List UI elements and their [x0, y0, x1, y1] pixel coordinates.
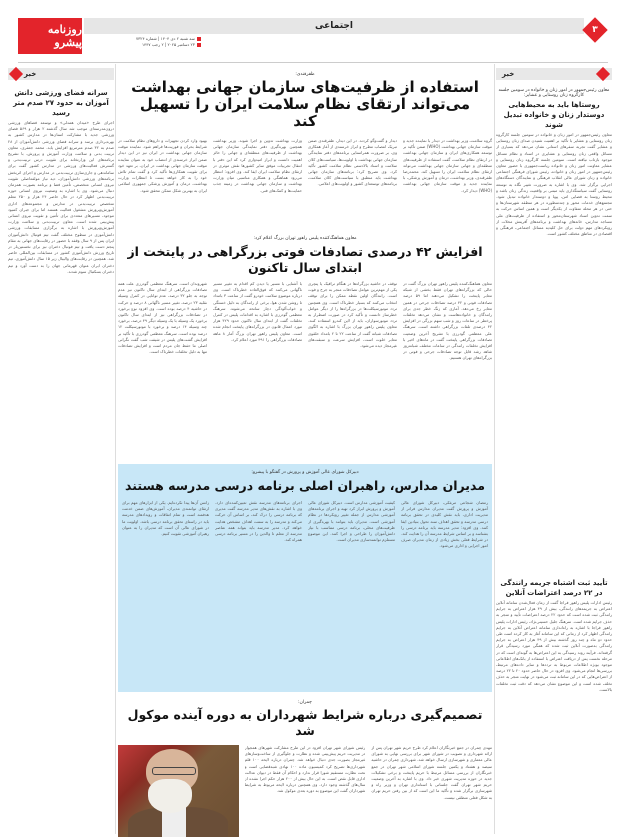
fourth-title[interactable]: تصمیم‌گیری درباره شرایط شهرداران به دوره آینده موکول شد	[127, 707, 483, 738]
page-number: ۳	[592, 25, 598, 35]
lead-kicker: ظفرقندی:	[295, 72, 315, 77]
left-news-column	[8, 64, 114, 834]
third-body	[122, 500, 488, 680]
date-line-2: ۲۳ دسامبر ۲۰۲۵ | ۲ رجب ۱۴۴۷	[141, 42, 195, 47]
third-title[interactable]: مدیران مدارس، راهبران اصلی برنامه درسی مدرسه هستند	[125, 478, 485, 493]
lead-title[interactable]: استفاده از ظرفیت‌های سازمان جهانی بهداشت می‌تواند ارتقای نظام سلامت ایران را تسهیل کند	[131, 78, 479, 130]
second-kicker: معاون هماهنگ‌کننده پلیس راهور تهران بزرگ اعلام کرد:	[253, 236, 357, 241]
second-title[interactable]: افزایش ۴۲ درصدی تصادفات فوتی بزرگراهی در پایتخت از ابتدای سال تاکنون	[127, 244, 483, 275]
right-article-title[interactable]: روستاها باید به محیط‌هایی دوستدار زنان و خانواده تبدیل شوند	[503, 101, 605, 129]
right-article-body: معاون رئیس‌جمهور در امور زنان و خانواده در سومین جلسه کارگروه زنان روستایی و عشایر با تأکید بر اهمیت شنیدن صدای زنان روستایی و عشایر گفت تجربه سفرهای استانی نشان می‌دهد که بسیاری از مسائل واقعی زنان روستایی و عشایری در اسناد و نظام مسائل موجود بازتاب نیافته است. سومین جلسه کارگروه زنان روستایی و عشایر معاونت امور زنان و خانواده ریاست‌جمهوری با حضور معاون رئیس‌جمهور در امور زنان و خانواده، رئیس شورای فرهنگی اجتماعی خانواده و زنان شورای عالی انقلاب فرهنگی و نمایندگان دستگاه‌های اجرایی برگزار شد. وی با اشاره به ضرورت تغییر نگاه به توسعه روستایی گفت سیاستگذاری باید مبتنی بر واقعیت زندگی زنان باشد و محیط روستا به فضایی امن، پویا و دوستدار خانواده تبدیل شود. مجتمع‌های خدمات محور و چندمنظوره در هر منطقه شهرستان‌ها و حتی در هر محله متفاوت از یکدیگر است و همین اساس حرکت به سمت تدوین اسناد شهرستان‌محور و استفاده از ظرفیت‌های ملی مساجد مدارس، خانه‌های بهداشت و برنامه‌های آفرینش محلات از رویکردهای مهم دولت برای حل کلیدیه مسائل اجتماعی، فرهنگی و اقتصادی در مناطق مختلف کشور است.	[496, 132, 612, 237]
second-body-col: توقف در حاشیه بزرگراه‌ها در هنگام ترافیک یا پنچری یکی از مهم‌ترین عوامل تصادفات منجر به جرح و فوت است. رانندگان اولین نقطه ممکن را برای توقف انتخاب می‌کنند که بسیار خطرناک است. وی همچنین تردد موتورسیکلت‌ها در بزرگراه‌ها را از دیگر عوامل خطرساز دانست و تأکید کرد در صورت اضطرار به تردد موتورسواران، باید از لاین کندرو استفاده کنند. معاون پلیس راهور تهران بزرگ با اشاره به الگوی تصادفات شبانه گفت از ساعت ۲۲ تا ۲ بامداد حلقوی معابر خلوت است، افزایش سرعت و سبقت‌های غیرمجاز دیده می‌شود.	[308, 281, 397, 349]
third-body-col: کیفیت آموزشی مدارس است. دبیرکل شورای عالی آموزش و پرورش ابراز کرد تهیه و اجرای برنامه‌های آموزشی مدارس از جمله تغییر رویکردها در نظام آموزشی است. مدیران باید بتوانند با بهره‌گیری از ظرفیت‌های محلی، برنامه درسی متناسب با نیاز دانش‌آموزان را طراحی و اجرا کنند. این موضوع مستلزم توانمندسازی مدیران است.	[308, 500, 395, 543]
fourth-article	[118, 700, 492, 837]
lead-body-col: گروه سلامت‌ـ وزیر بهداشت در دیدار با نماینده جدید و موقت سازمان جهانی بهداشت (WHO) ضمن تأکید بر توسعه همکاری‌های ایران و سازمان جهانی بهداشت در ارتقای نظام سلامت، گفت استفاده از ظرفیت‌های منطقه‌ای و جهانی سازمان جهانی بهداشت می‌تواند ارتقای نظام سلامت ایران را تسهیل کند. محمدرضا ظفرقندی، وزیر بهداشت، درمان و آموزش پزشکی، با نماینده جدید و موقت سازمان جهانی بهداشت (WHO) دیدار کرد.	[403, 138, 492, 193]
third-kicker: دبیرکل شورای عالی آموزش و پرورش در گفتگو با پیشرو:	[251, 470, 359, 475]
news-label-bar	[8, 68, 114, 80]
column-divider	[494, 64, 495, 834]
second-body-col: شهروندان است. سرهنگ معظمی گودرزی علت همه تصادفات بزرگراهی از ابتدای سال تاکنون نیز عدم توجه به جلو ۳۲ درصد، عدم توانایی در کنترل وسیله نقلیه ۲۳ درصد، تغییر مسیر ناگهانی ۸ درصد و حرکت در حاشیه ۴ درصد بوده است. وی افزود نوع برخورد در تصادفات بزرگراهی نیز از ابتدای سال تاکنون برخورد یک وسیله با یک وسیله دیگر ۴۹ درصد، برخورد چند وسیله ۱۴ درصد و برخورد با موتورسیکلت ۱۲ درصد بوده است. سرهنگ معظمی گودرزی با تأکید بر افزایش گشت‌های پلیس در شیفت شب گفت نگرانی اصلی ما حفظ جان مردم است و افزایش تصادفات تنها به دلیل تخلفات خطرناک است.	[118, 281, 207, 355]
fourth-kicker: چمران:	[298, 700, 312, 705]
date-line-1: سه شنبه ۲ دی ۱۴۰۴ | شماره ۷۳۲۴	[136, 36, 195, 41]
section-title: اجتماعی	[84, 18, 584, 34]
right-second-body: رئیس ادارات پلیس راهور فراجا گفت از زمان فعال‌شدن سامانه آنلاین اعتراض به جریمه‌های رانندگی، بیش از ۴۹ هزار اعتراض به جرایم رانندگی ثبت شده است که حدود ۲۲ درصد اعتراضات تأیید و منجر به حذف جرایم شده است. سرهنگ جلیل حسینی‌نژاد، رئیس ادارات پلیس راهور فراجا با اشاره به راه‌اندازی سامانه اعتراض آنلاین به جرایم رانندگی اظهار کرد از زمانی که این سامانه آغاز به کار کرده است طی حدود دو ماه و چند روز گذشته بیش از ۴۹ هزار اعتراض به جرایم رانندگی به‌صورت آنلاین ثبت شده که همگی مورد رسیدگی قرار گرفته‌اند. فرآیند روند رسیدگی به این اعتراض‌ها به گونه‌ای است که در مرحله نخست پس از دریافت اعتراض با استفاده از بانک‌های اطلاعاتی موجود بویژه اطلاعات مربوط به تردد‌ها و سایر داده‌های مرتبط، بررسی‌ها انجام می‌شود. وی افزود در حال حاضر حدود ۲۰ تا ۲۲ درصد از اعتراض‌هایی که در این سامانه ثبت می‌شود در نهایت منجر به حذف تخلف شده است و این موضوع نشان می‌دهد که دقت ثبت تخلفات بالاست.	[496, 600, 612, 692]
news-label: خبر	[24, 70, 37, 78]
third-body-col: رمضان شجاعی مرغکی، دبیرکل شورای عالی آموزش و پرورش گفت مدیران مدارس فراتر از مدیریت اداری، باید نقش کلیدی در تحقق برنامه درسی مدرسه و تحقق اهداف سند تحول بنیادین ایفا کنند. وی افزود: مدیر مدرسه باید برنامه درسی را بشناسد و بر اساس شرایط مدرسه آن را هدایت کند. در شرایط فعلی بخش زیادی از زمان مدیران صرف امور اجرایی و اداری می‌شود.	[401, 500, 488, 549]
fourth-body-col: مهدی چمران در جمع خبرنگاران اعلام کرد طرح حریم شهر تهران پس از ارائه شهرداری و تصویب در شورای شهر برای بررسی نهایی به شورای عالی معماری و شهرسازی ارسال خواهد شد. شهرداری چمران در حاشیه سیصد و هشتاد و یکمین جلسه شورای اسلامی شهر تهران در جمع خبرنگاران از بررسی مسائل مرتبط با حریم پایتخت و برخی تشکیلات جدید در حوزه مدیریت شهری خبر داد. وی با اشاره به آخرین وضعیت حریم شهر تهران گفت جلساتی با استانداری تهران و وزیر راه و شهرسازی برگزار شده و تأکید ما این است که از بین رفتن حریم تهران به شکل فعلی منطقی نیست.	[371, 745, 492, 800]
fourth-body	[118, 745, 492, 837]
third-article	[118, 464, 492, 692]
lead-article	[118, 72, 492, 232]
header-divider	[18, 62, 608, 63]
portrait-photo	[118, 745, 239, 837]
red-diamond-icon	[9, 67, 23, 81]
news-label-bar	[496, 68, 612, 80]
news-label: خبر	[502, 70, 515, 78]
bullet-square-icon	[197, 37, 201, 41]
issue-dates	[136, 36, 201, 48]
newspaper-logo[interactable]: روزنامه پیشرو	[18, 18, 82, 54]
lead-body	[118, 138, 492, 234]
lead-body-col: دیدار و گفت‌وگو کردند. در این دیدار، ظفرقندی ضمن تبریک انتصاب مطرح و ابراز خرسندی از آغاز همکاری وی، بر ضرورت همراستایی برنامه‌های دفتر نمایندگی سازمان جهانی بهداشت با اولویت‌ها، سیاست‌های کلان سلامت و اسناد بالادستی نظام سلامت کشور تأکید کرد. وی تصریح کرد: برنامه‌های سازمان جهانی بهداشت باید منطبق با سیاست‌های کلان سلامت، برنامه‌های توسعه‌ای کشور و اولویت‌های اعلامی.	[308, 138, 397, 187]
right-second-title[interactable]: تأیید ثبت اشتباه جریمه رانندگی در ۲۲ درصد اعتراضات آنلاین	[500, 579, 608, 597]
masthead	[18, 18, 608, 54]
second-body-col: معاون هماهنگ‌کننده پلیس راهور تهران بزرگ گفت در حالی که بزرگراه‌های تهران فقط بخشی از شبکه معابر پایتخت را تشکیل می‌دهند اما ۵۹ درصد تصادفات فوتی و ۴۲ درصد تصادفات جرحی در همین معابر رخ می‌دهد. آماری که زنگ خطر جدی برای رانندگان و خانواده‌هاست و نشان می‌دهد تخلفات پرخطر در ساعات روز و شب سهم بزرگی در افزایش ۴۲ درصدی تلفات بزرگراهی داشته است. سرهنگ علی معظمی گودرزی با تشریح آخرین وضعیت تصادفات بزرگراهی پایتخت گفت در ماه‌های اخیر با افزایش تخلفات رانندگی در ساعات مختلف شبانه‌روز شاهد رشد قابل توجه تصادفات جرحی و فوتی در بزرگراه‌های تهران هستیم.	[403, 281, 492, 361]
lead-body-col: وزارت بهداشت تدوین و اجرا شوند. وزیر بهداشت همچنین بهره‌گیری دفتر نمایندگی سازمان جهانی بهداشت از ظرفیت‌های منطقه‌ای و جهانی را حائز اهمیت دانست و ابراز امیدواری کرد که این دفتر با انتقال تجربیات موفق سایر کشورها نقش موثری در ارتقای نظام سلامت ایران ایفا کند. وی افزود: انتظار می‌رود هماهنگی و همکاری مناسبی میان وزارت بهداشت و سازمان جهانی بهداشت در زمینه جذب حمایت‌ها و کمک‌های فنی.	[213, 138, 302, 193]
fourth-body-col: رئیس شورای شهر تهران افزود در این طرح مشارکت شهرهای همجوار در مدیریت حریم پیش‌بینی شده و نظارت و جلوگیری از ساخت‌وسازهای غیرمجاز بصورت جدی دنبال خواهد شد. چمران درباره لایحه ۱۰۰ قلم شهرداری‌ها تصریح کرد کمیسیون ماده ۱۰۰ نهادی شبه‌قضایی است و تحت نظارت مستقیم شورا قرار ندارد و احکام آن فقط در دیوان عدالت اداری قابل نقض است. به این حال بیش از ۲۰۰ هزار حکم اجرا نشده از سال‌های گذشته وجود دارد. وی همچنین درباره لایحه مربوط به شرایط شهرداران گفت این موضوع به دوره بعدی موکول شد.	[244, 745, 366, 794]
second-body	[118, 281, 492, 471]
third-body-col: زانس آن‌ها پیدا نکرده‌ایم. یکی از ابزارهای مهم برای ارتقای توانمندی مدیران، آموزش‌های ضمن خدمت هدفمند است و تمام اتفاقات و رویدادهای مدرسه باید در راستای تحقق برنامه درسی باشد. اولویت ما در شورای عالی آن است که مدیران را به عنوان رهبران آموزشی تقویت کنیم.	[122, 500, 209, 537]
column-divider	[115, 64, 116, 834]
left-article-body: اجرای طرح «میدان همدلی» و توسعه فضاهای ورزشی درون‌مدرسه‌ای موجب شد سال گذشته ۲ هزار و ۵۶۹ فضای ورزشی جدید با مشارکت استان‌ها در مدارس کشور به بهره‌برداری برسد و سرانه فضای ورزشی دانش‌آموزان از ۲۸ صدم به ۳۲ صدم مترمربع افزایش یابد. محمد جعفری، معاون تربیت بدنی و سلامت وزارت آموزش و پرورش، با تشریح برنامه‌های این وزارتخانه برای تقویت درس تربیت‌بدنی و گسترش فعالیت‌های ورزشی در مدارس کشور گفت برای ساماندهی و جاری‌سازی تربیت‌بدنی در مدارس و اجرای اثربخش برنامه‌های ورزشی دانش‌آموزان، دیه ‌نیاز مولفه‌اصلی تقویت نیروی انسانی متخصص، تأمین فضا و برنامه بصورت همزمان دنبال می‌شود. وی با اشاره به وضعیت نیروی انسانی حوزه تربیت‌بدنی اظهار کرد در حال حاضر ۲۴ هزار و ۲۵۰ معلم متخصص تربیت‌بدنی در مدارس و مجموعه‌های اداری آموزش‌وپرورش مشغول فعالیت هستند اما برای جبران کمبود موجود، مسیرهای متعددی برای تأمین و تقویت نیروی انسانی پیش‌بینی شده است. معاون تربیت‌بدنی و سلامت وزارت آموزش‌وپرورش با اشاره به برگزاری مسابقات ورزشی دانش‌آموزی در سطوح مختلف گفت تیم فوتبال دانش‌آموزان ایران پس از ۹ سال وقفه با حضور در رقابت‌های جهانی به مقام پنجم دست یافت و تیم فوتبال دختران نیز برای نخستین‌بار در تاریخ ورزش دانش‌آموزی کشور در مسابقات بین‌المللی حاضر شد. همچنین در رقابت‌های والیبال زیر ۱۵ سال دانش‌آموزی، تیم دختران ایران عنوان قهرمانی جهان را به دست آورد و تیم دختران بسکتبال سوم شدند.	[8, 120, 114, 274]
right-article-kicker: معاون رئیس‌جمهور در امور زنان و خانواده در سومین جلسه کارگروه زنان روستایی و عشایر:	[498, 88, 610, 98]
left-article-title[interactable]: سرانه فضای ورزشی دانش آموزان به حدود ۲۷ صدم متر رسید	[13, 89, 109, 117]
main-content	[118, 64, 492, 834]
second-body-col: با آشنایی با مسیر یا دیدن کم اقدام به تغییر مسیر ناگهانی می‌کنند که فوق‌العاده خطرناک است. وی درباره موضوع سلامت خودرو گفت از ساعت ۳ بامداد تا روشن شدن هوا، برخی از رانندگان به دلیل خستگی و خواب‌آلودگی دچار سانحه می‌شوند. سرهنگ معظمی گودرزی با اشاره به اقدامات پلیس در کنترل تخلفات گفت از ابتدای سال تاکنون حدود ۴۲۹ هزار مورد اعمال قانون در بزرگراه‌های پایتخت انجام شده است. معاون پلیس راهور تهران بزرگ آمار ۸ ماهه تصادفات بزرگراهی را ۴۹۱ مورد اعلام کرد.	[213, 281, 302, 342]
page-number-badge	[582, 17, 607, 42]
third-body-col: اجرای برنامه‌های مدرسه نقش تعیین‌کننده‌ای دارد. وی با اشاره به نقش‌های مدیر مدرسه گفت مدیری که برنامه درسی را درک کند، بر اساس آن حرکت می‌کند و مدرسه را به سمت اهداف مشخص هدایت خواهد کرد. مدیر مدرسه باید بتواند همه عناصر مدرسه از معلم تا والدین را در مسیر برنامه درسی همراه کند.	[215, 500, 302, 543]
lead-body-col: بهبود وارد کردن تجهیزات و داروهای نظام سلامت در شرایط بحران و فوریت‌ها فراهم شود. نماینده موقت سازمان جهانی بهداشت در ایران نیز در این دیدار ضمن ابراز خرسندی از انتصاب خود به عنوان نماینده موقت سازمان جهانی بهداشت در ایران، بر تعهد خود برای تقویت همکاری‌ها تأکید کرد و گفت تمام تلاش خود را به کار خواهد بست تا انتظارات وزارت بهداشت، درمان و آموزش پزشکی جمهوری اسلامی ایران به بهترین شکل ممکن محقق شود.	[118, 138, 207, 193]
red-diamond-icon	[596, 67, 610, 81]
second-article	[118, 236, 492, 464]
right-news-column	[496, 64, 612, 834]
bullet-square-icon	[197, 43, 201, 47]
